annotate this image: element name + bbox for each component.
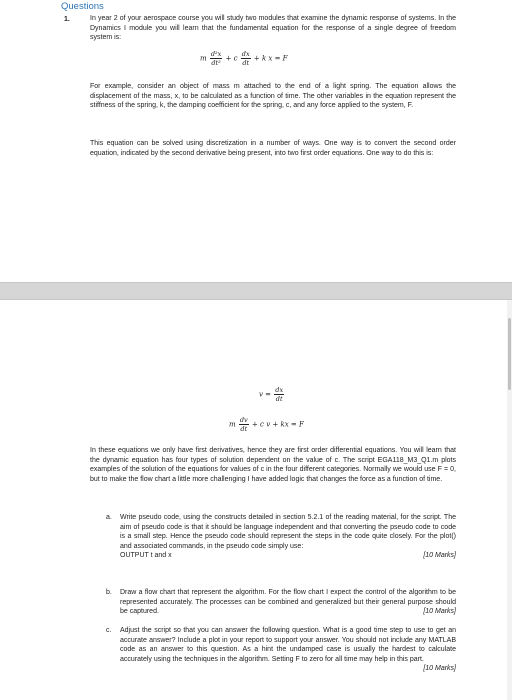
eq3-den: dt: [240, 425, 248, 433]
list-item-c: [106, 626, 456, 674]
eq2-frac: [274, 386, 284, 403]
scrollbar-thumb[interactable]: [508, 318, 511, 390]
eq1-num2: dx: [241, 50, 250, 58]
paragraph-4: In these equations we only have first derivatives, hence they are first order differential equations. You will learn that the dynamic equation has four types of solution dependent on the value of c. The script EGA118_M3_Q1.m plots examples of the solution of the equations for values of c in the four different categories. Normally we would use F = 0, but to make the flow chart a little more challenging I have added logic that changes the force as a function of time.: [90, 447, 456, 483]
page-break: [0, 282, 512, 300]
paragraph-2: For example, consider an object of mass m attached to the end of a light spring. The equation allows the displacement of the mass, x, to be calculated as a function of time. The other variables in the equation represent the stiffness of the spring, k, the damping coefficient for the spring, c, and any force applied to the system, F.: [90, 83, 456, 109]
eq3-num: dv: [239, 416, 248, 424]
item-b-text-wrap: [120, 588, 456, 617]
eq1-den: dt²: [211, 59, 221, 67]
item-c-text: Adjust the script so that you can answer the following question. What is a good time step to use to get an accurate answer? Include a plot in your report to support your answer. You should not include any MATLAB code as an answer to this question. As a hint the undamped case is usually the hardest to calculate accurately using the techniques in the algorithm. Setting F to zero for all time may help in this part.: [120, 627, 456, 663]
item-a-code-line: [120, 551, 456, 561]
item-a-text: Write pseudo code, using the constructs detailed in section 5.2.1 of the reading material, for the script. The aim of pseudo code is that it should be language independent and that converting the pseudo code to code is a small step. Hence the pseudo code should represent the steps in the code quite closely. For the plot() and associated commands, in the pseudo code simply use:: [120, 514, 456, 550]
item-c-text-wrap: [120, 626, 456, 672]
list-item-a: [106, 513, 456, 561]
item-a-marks: [10 Marks]: [423, 552, 456, 559]
item-b-marks: [10 Marks]: [423, 608, 456, 615]
item-c-marks: [10 Marks]: [423, 665, 456, 672]
equation-3: [229, 416, 304, 433]
list-item-b: [106, 588, 456, 617]
item-b-text: Draw a flow chart that represent the algorithm. For the flow chart I expect the control of the algorithm to be represented accurately. The processes can be combined and generalized but their general purpose should be captured.: [120, 589, 456, 615]
eq1-frac-dx: [241, 50, 251, 67]
eq1-m: m: [200, 54, 207, 63]
eq2-num: dx: [275, 386, 284, 394]
eq3-frac: [239, 416, 249, 433]
section-heading: Questions: [61, 1, 104, 12]
eq1-plus-c: + c: [225, 54, 238, 63]
eq2-lhs: v =: [259, 390, 272, 399]
equation-2: [259, 386, 285, 403]
item-c-label: c.: [106, 627, 112, 634]
intro-paragraph: In year 2 of your aerospace course you will study two modules that examine the dynamic response of systems. In the Dynamics I module you will learn that the fundamental equation for the response of a single degree of freedom system is:: [90, 15, 456, 41]
paragraph-3: This equation can be solved using discretization in a number of ways. One way is to convert the second order equation, indicated by the second derivative being present, into two first order equations. One way to do this is:: [90, 140, 456, 157]
eq1-num: d²x: [210, 50, 222, 58]
eq3-rest: + c v + kx = F: [251, 420, 304, 429]
item-a-code: OUTPUT t and x: [120, 552, 172, 559]
eq1-rest: + k x = F: [253, 54, 288, 63]
item-b-label: b.: [106, 589, 112, 596]
eq2-den: dt: [275, 395, 283, 403]
eq1-den2: dt: [242, 59, 250, 67]
eq3-m: m: [229, 420, 236, 429]
question-number: 1.: [64, 16, 70, 23]
item-a-label: a.: [106, 514, 112, 521]
equation-1: [200, 50, 288, 67]
eq1-frac-d2x: [210, 50, 222, 67]
